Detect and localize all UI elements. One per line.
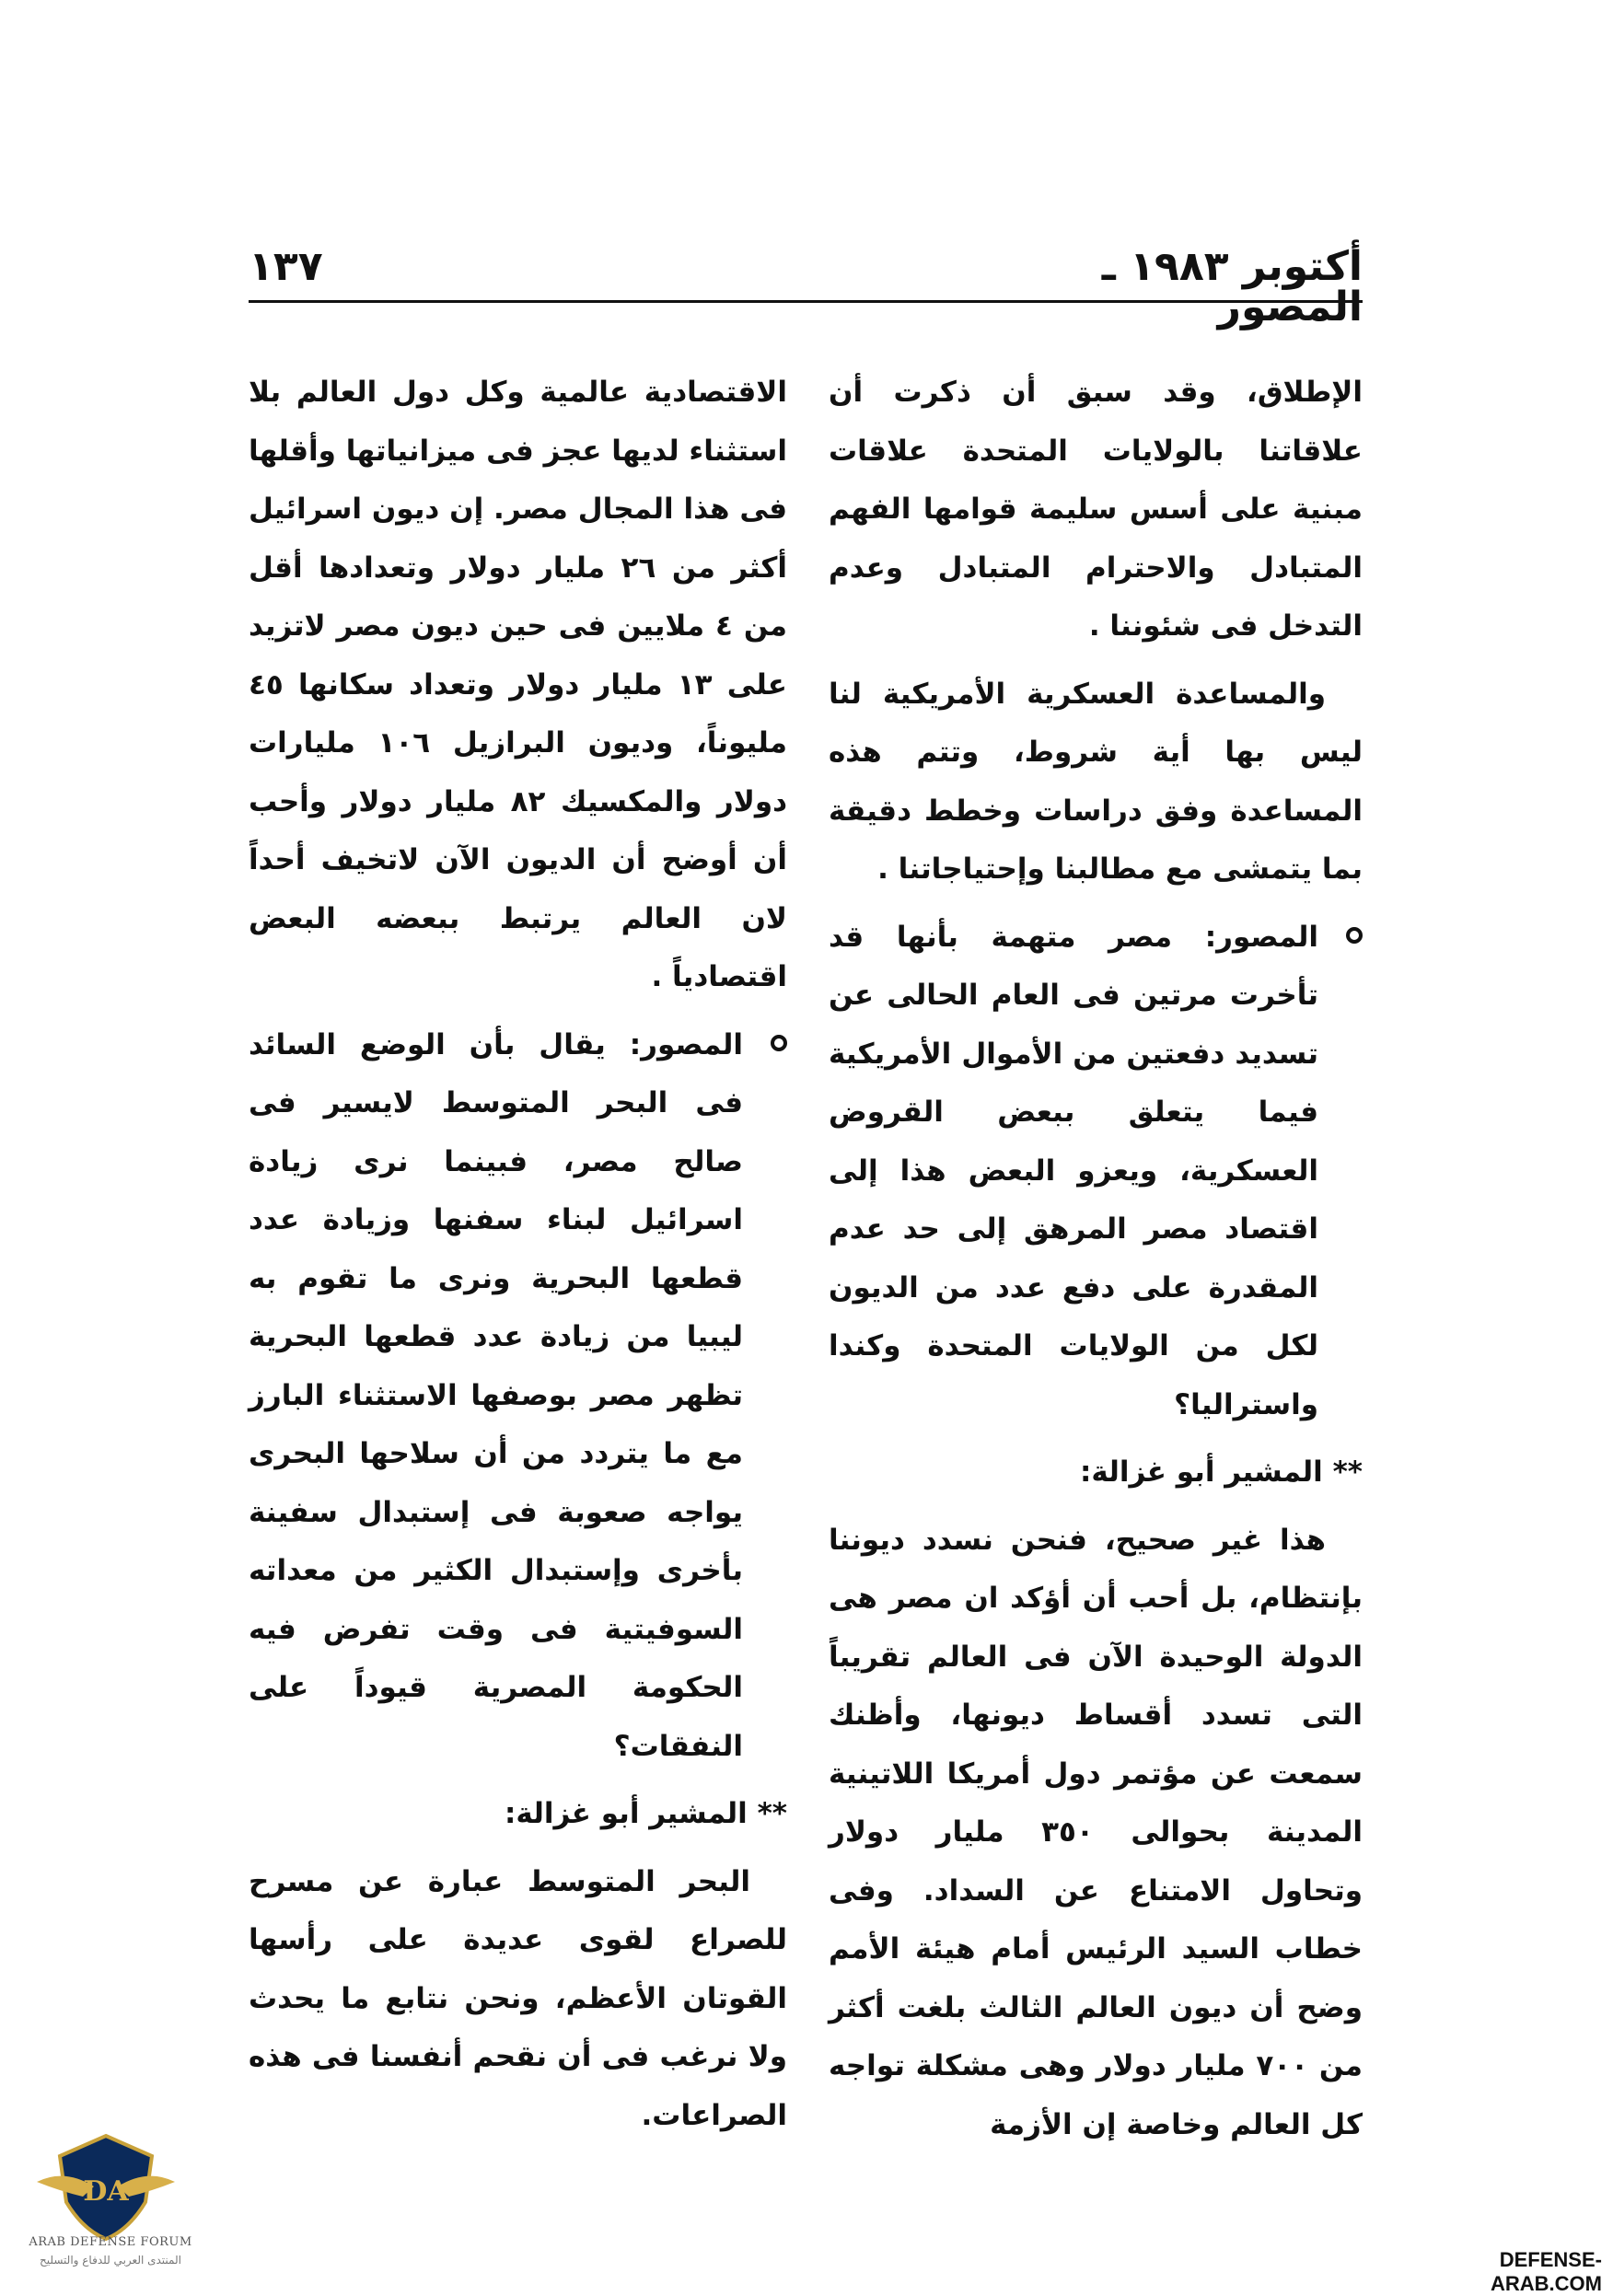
paragraph: والمساعدة العسكرية الأمريكية لنا ليس بها أية شروط، وتتم هذه المساعدة وفق دراسات وخطط دقيقة بما يتمشى مع مطالبنا وإحتياجاتنا . xyxy=(829,677,1363,886)
answer-paragraph: البحر المتوسط عبارة عن مسرح للصراع لقوى عديدة على رأسها القوتان الأعظم، ونحن نتابع ما يحدث ولا نرغب فى أن نقحم أنفسنا فى هذه الصراعات. xyxy=(249,1864,787,2132)
left-column xyxy=(249,364,787,2154)
paragraph: الاقتصادية عالمية وكل دول العالم بلا استثناء لديها عجز فى ميزانياتها وأقلها فى هذا المجال مصر. إن ديون اسرائيل أكثر من ٢٦ مليار دولار وتعدادها أقل من ٤ ملايين فى حين ديون مصر لاتزيد على ١٣ مليار دولار وتعداد سكانها ٤٥ مليوناً، وديون البرازيل ١٠٦ مليارات دولار والمكسيك ٨٢ مليار دولار وأحب أن أوضح أن الديون الآن لاتخيف أحداً لان العالم يرتبط ببعضه البعض اقتصادياً . xyxy=(249,376,788,993)
header-divider xyxy=(249,300,1363,303)
answer-paragraph: هذا غير صحيح، فنحن نسدد ديوننا بإنتظام، بل أحب أن أؤكد ان مصر هى الدولة الوحيدة الآن فى العالم تقريباً التى تسدد أقساط ديونها، وأظنك سمعت عن مؤتمر دول أمريكا اللاتينية المدينة بحوالى ٣٥٠ مليار دولار وتحاول الامتناع عن السداد. وفى خطاب السيد الرئيس أمام هيئة الأمم وضح أن ديون العالم الثالث بلغت أكثر من ٧٠٠ مليار دولار وهى مشكلة تواجه كل العالم وخاصة إن الأزمة xyxy=(829,1523,1364,2141)
page-number: ١٣٧ xyxy=(249,243,323,290)
logo-subtext: المنتدى العربي للدفاع والتسليح xyxy=(40,2254,181,2267)
speaker-label: ** المشير أبو غزالة: xyxy=(1080,1455,1363,1489)
question-text: المصور: يقال بأن الوضع السائد فى البحر المتوسط لايسير فى صالح مصر، فبينما نرى زيادة اسرائيل لبناء سفنها وزيادة عدد قطعها البحرية ونرى ما تقوم به ليبيا من زيادة عدد قطعها البحرية تظهر مصر بوصفها الاستثناء البارز مع ما يتردد من أن سلاحها البحرى يواجه صعوبة فى إستبدال سفينة بأخرى وإستبدال الكثير من معداته السوفيتية فى وقت تفرض فيه الحكومة المصرية قيوداً على النفقات؟ xyxy=(249,1027,743,1763)
speaker-label: ** المشير أبو غزالة: xyxy=(505,1797,787,1830)
question-bullet-icon xyxy=(771,1035,787,1051)
interview-question xyxy=(829,909,1363,1435)
site-watermark: DEFENSE-ARAB.COM xyxy=(1491,2248,1602,2295)
running-header-title: أكتوبر ١٩٨٣ ـ المصور xyxy=(1101,243,1363,330)
question-text: المصور: مصر متهمة بأنها قد تأخرت مرتين فى العام الحالى عن تسديد دفعتين من الأموال الأمريكية فيما يتعلق ببعض القروض العسكرية، ويعزو البعض هذا إلى اقتصاد مصر المرهق إلى حد عدم المقدرة على دفع عدد من الديون لكل من الولايات المتحدة وكندا واستراليا؟ xyxy=(829,920,1318,1421)
interview-question xyxy=(249,1016,787,1777)
logo-badge-text: DA xyxy=(83,2175,129,2208)
question-bullet-icon xyxy=(1346,927,1363,944)
paragraph: الإطلاق، وقد سبق أن ذكرت أن علاقاتنا بالولايات المتحدة علاقات مبنية على أسس سليمة قوامها الفهم المتبادل والاحترام المتبادل وعدم التدخل فى شئوننا . xyxy=(829,376,1363,643)
right-column xyxy=(829,364,1363,2163)
arab-defense-forum-logo xyxy=(28,2117,184,2274)
logo-text: ARAB DEFENSE FORUM xyxy=(29,2235,192,2249)
